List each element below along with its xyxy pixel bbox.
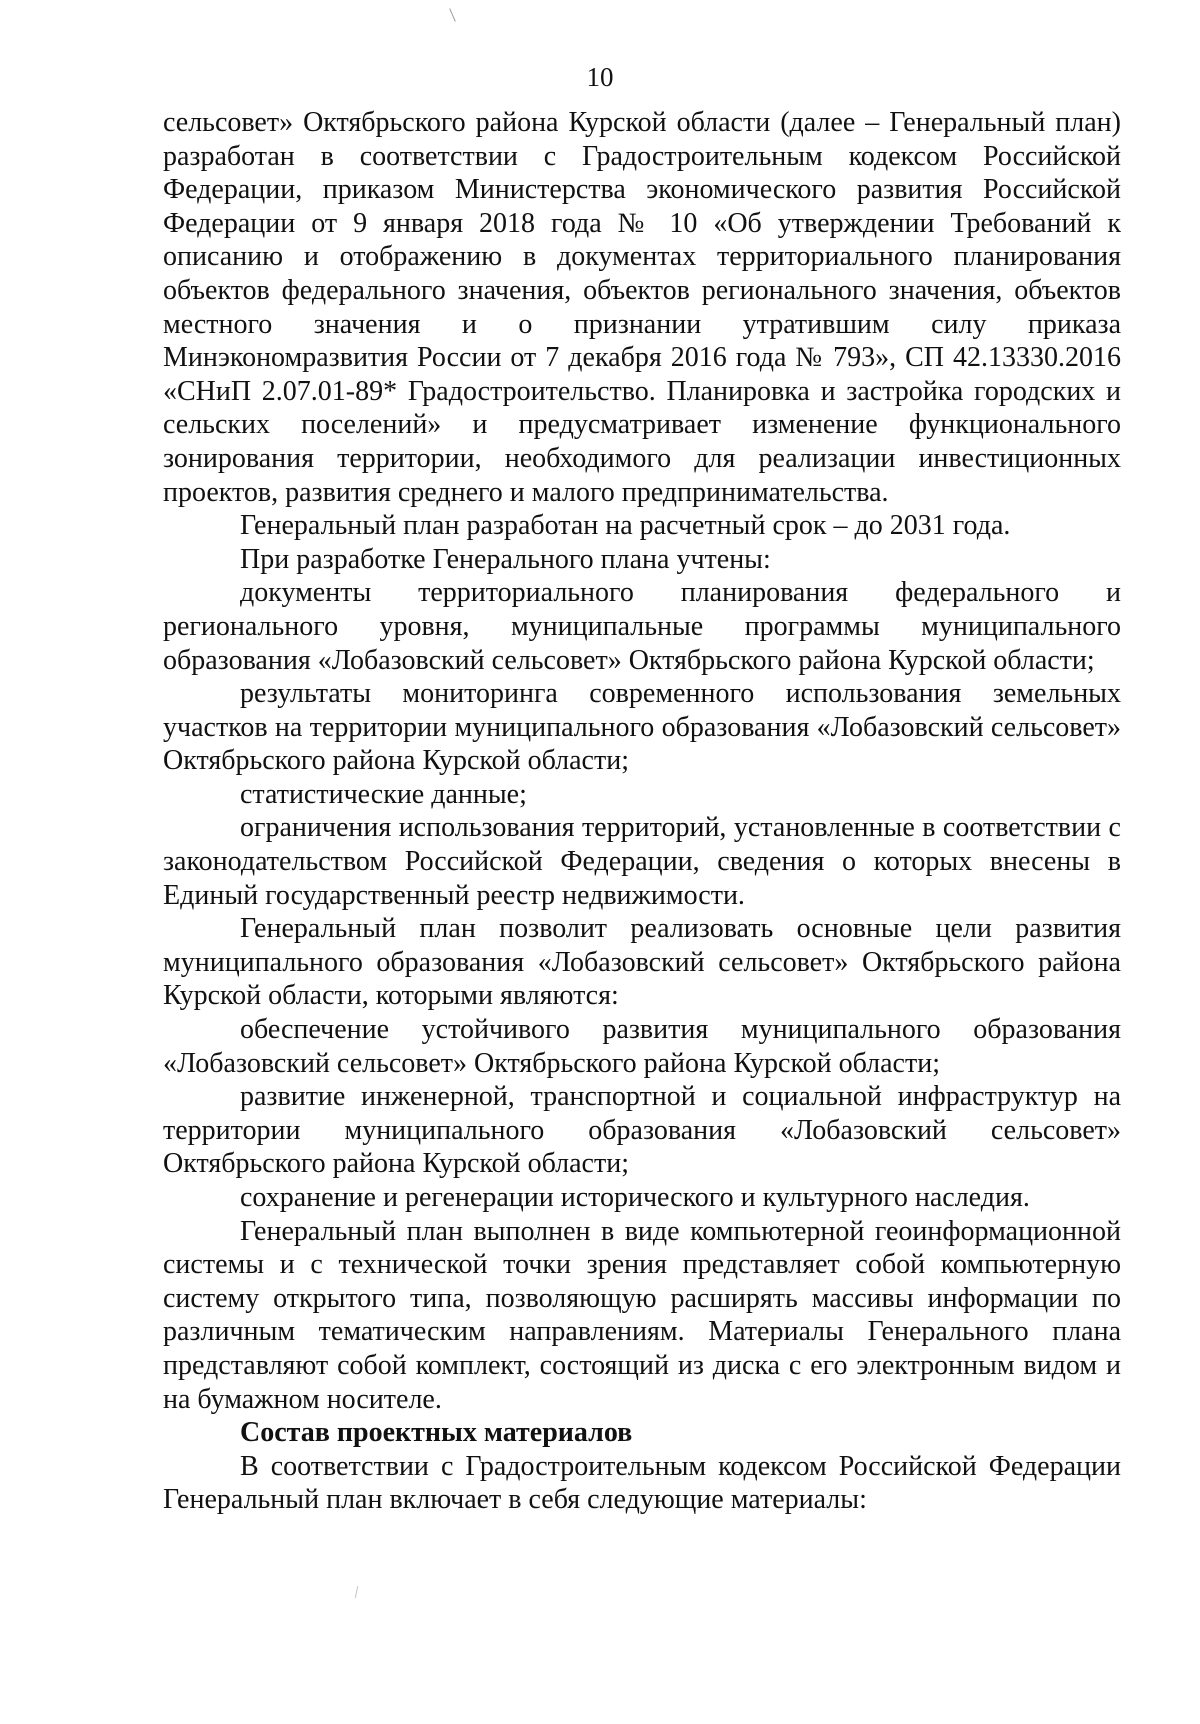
paragraph-general-plan-basis: сельсовет» Октябрьского района Курской области (далее – Генеральный план) разработан в соответствии с Градостроительным кодексом Российской Федерации, приказом Министерства экономического развития Российской Федерации от 9 января 2018 года № 10 «Об утверждении Требований к описанию и отображению в документах территориального планирования объектов федерального значения, объектов регионального значения, объектов местного значения и о признании утратившим силу приказа Минэкономразвития России от 7 декабря 2016 года № 793», СП 42.13330.2016 «СНиП 2.07.01-89* Градостроительство. Планировка и застройка городских и сельских поселений» и предусматривает изменение функционального зонирования территории, необходимого для реализации инвестиционных проектов, развития среднего и малого предпринимательства. [163, 107, 1121, 508]
paragraph-materials-intro: В соответствии с Градостроительным кодексом Российской Федерации Генеральный план включает в себя следующие материалы: [163, 1450, 1121, 1516]
list-item-infrastructure: развитие инженерной, транспортной и социальной инфраструктур на территории муниципального образования «Лобазовский сельсовет» Октябрьского района Курской области; [163, 1081, 1121, 1180]
list-item-monitoring-results: результаты мониторинга современного использования земельных участков на территории муниципального образования «Лобазовский сельсовет» Октябрьского района Курской области; [163, 678, 1121, 777]
list-item-sustainable-development: обеспечение устойчивого развития муниципального образования «Лобазовский сельсовет» Октябрьского района Курской области; [163, 1014, 1121, 1079]
document-body [163, 106, 1121, 1517]
list-item-heritage: сохранение и регенерации исторического и культурного наследия. [240, 1182, 1030, 1213]
section-heading: Состав проектных материалов [240, 1417, 633, 1449]
list-item-planning-documents: документы территориального планирования федерального и регионального уровня, муниципальные программы муниципального образования «Лобазовский сельсовет» Октябрьского района Курской области; [163, 577, 1121, 676]
paragraph-development-goals: Генеральный план позволит реализовать основные цели развития муниципального образования «Лобазовский сельсовет» Октябрьского района Курской области, которыми являются: [163, 913, 1121, 1012]
paragraph-gis-format: Генеральный план выполнен в виде компьютерной геоинформационной системы и с технической точки зрения представляет собой компьютерную систему открытого типа, позволяющую расширять массивы информации по различным тематическим направлениям. Материалы Генерального плана представляют собой комплект, состоящий из диска с его электронным видом и на бумажном носителе. [163, 1215, 1121, 1415]
list-item-territory-restrictions: ограничения использования территорий, установленные в соответствии с законодательством Российской Федерации, сведения о которых внесены в Единый государственный реестр недвижимости. [163, 812, 1121, 911]
paragraph-considered-intro: При разработке Генерального плана учтены: [240, 543, 771, 575]
page-number: 10 [586, 62, 614, 92]
paragraph-planning-period: Генеральный план разработан на расчетный срок – до 2031 года. [240, 510, 1011, 542]
list-item-statistics: статистические данные; [240, 778, 527, 810]
scan-artifact [355, 1586, 358, 1598]
scan-artifact [449, 8, 456, 21]
